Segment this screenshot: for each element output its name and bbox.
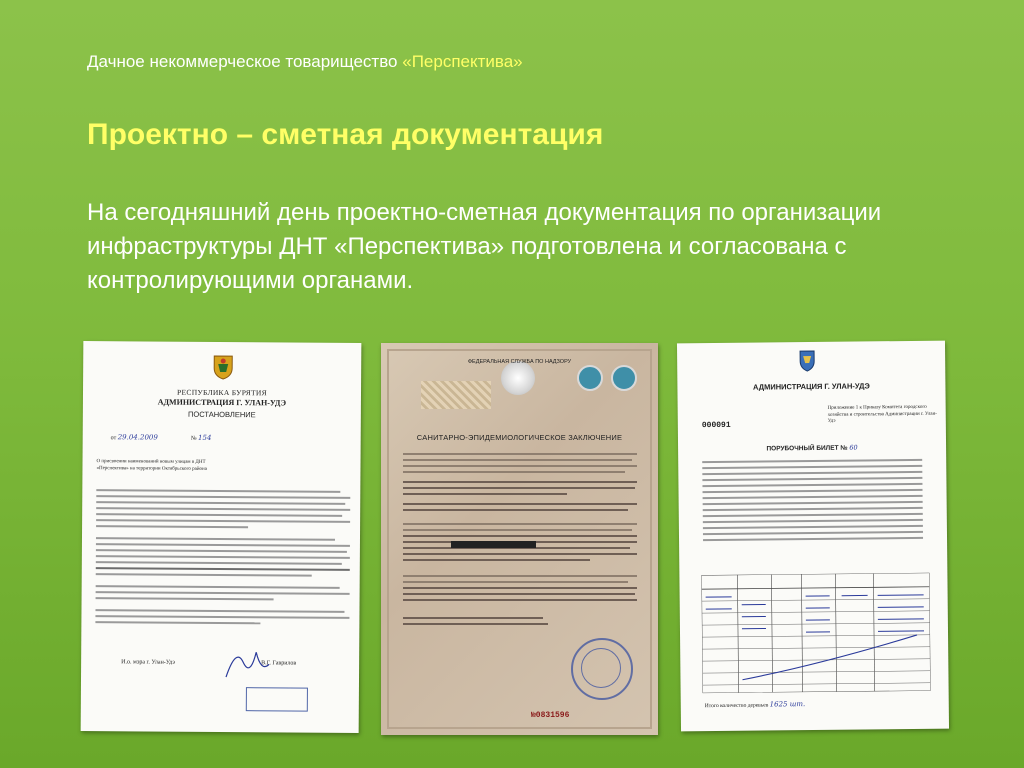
doc1-number-handwritten: 154 xyxy=(198,433,212,442)
doc1-signature-title: И.о. мэра г. Улан-Удэ xyxy=(121,659,176,666)
russia-emblem-icon xyxy=(501,361,535,395)
doc3-number: 000091 xyxy=(701,420,731,431)
org-accent-name: «Перспектива» xyxy=(402,52,523,71)
doc1-registration-stamp xyxy=(246,687,308,711)
doc1-number-prefix: № xyxy=(190,435,197,442)
document-resolution-image xyxy=(81,341,362,733)
doc1-subject: О присвоении наименований новым улицам в ДНТ «Перспектива» на территории Октябрьского района xyxy=(96,459,207,472)
doc2-logo-right-icon xyxy=(611,365,637,391)
ulan-ude-emblem-icon xyxy=(798,348,816,372)
doc1-date-handwritten: 29.04.2009 xyxy=(117,433,158,442)
doc2-hologram xyxy=(421,381,491,409)
doc1-signature-name: В.Г. Гаврилов xyxy=(261,660,297,667)
doc2-logo-left-icon xyxy=(577,365,603,391)
org-prefix: Дачное некоммерческое товарищество xyxy=(87,52,403,71)
doc2-seal-inner xyxy=(581,648,621,688)
doc1-type: ПОСТАНОВЛЕНИЕ xyxy=(187,409,256,420)
doc2-service: ФЕДЕРАЛЬНАЯ СЛУЖБА ПО НАДЗОРУ xyxy=(467,359,572,365)
doc3-tree-table xyxy=(701,573,930,693)
doc3-administration: АДМИНИСТРАЦИЯ Г. УЛАН-УДЭ xyxy=(752,381,870,392)
doc1-body-lines xyxy=(95,489,350,629)
doc1-administration: АДМИНИСТРАЦИЯ Г. УЛАН-УДЭ xyxy=(157,397,287,408)
doc3-field-lines xyxy=(702,459,923,545)
doc3-ticket-heading xyxy=(678,443,946,454)
doc3-appendix: Приложение 1 к Приказу Комитета городского хозяйства и строительства Администрации г. Улан-Удэ xyxy=(827,404,937,424)
doc3-ticket-label: ПОРУБОЧНЫЙ БИЛЕТ № xyxy=(766,444,848,453)
buryatia-emblem-icon xyxy=(211,352,235,380)
doc1-republic: РЕСПУБЛИКА БУРЯТИЯ xyxy=(177,387,267,398)
doc1-date-prefix: от xyxy=(110,435,117,442)
doc3-total-line xyxy=(705,700,806,709)
doc1-date-line xyxy=(111,433,212,442)
doc3-ticket-handwritten: 60 xyxy=(849,443,858,452)
doc2-title: САНИТАРНО-ЭПИДЕМИОЛОГИЧЕСКОЕ ЗАКЛЮЧЕНИЕ xyxy=(416,433,623,442)
doc2-number: №0831596 xyxy=(531,711,570,720)
doc3-total-handwritten: 1625 шт. xyxy=(769,700,806,709)
doc2-redaction xyxy=(451,541,536,548)
slide-body-text: На сегодняшний день проектно-сметная документация по организации инфраструктуры ДНТ «Перспектива» подготовлена и согласована с контролирующими органами. xyxy=(87,199,882,294)
doc3-total-label: Итого количество деревьев xyxy=(704,702,769,710)
document-felling-ticket-image xyxy=(677,341,949,732)
organization-name xyxy=(87,52,523,72)
slide-title: Проектно – сметная документация xyxy=(87,118,604,151)
document-sanitary-conclusion-image xyxy=(381,343,658,735)
doc1-handwritten-signature xyxy=(221,642,271,682)
